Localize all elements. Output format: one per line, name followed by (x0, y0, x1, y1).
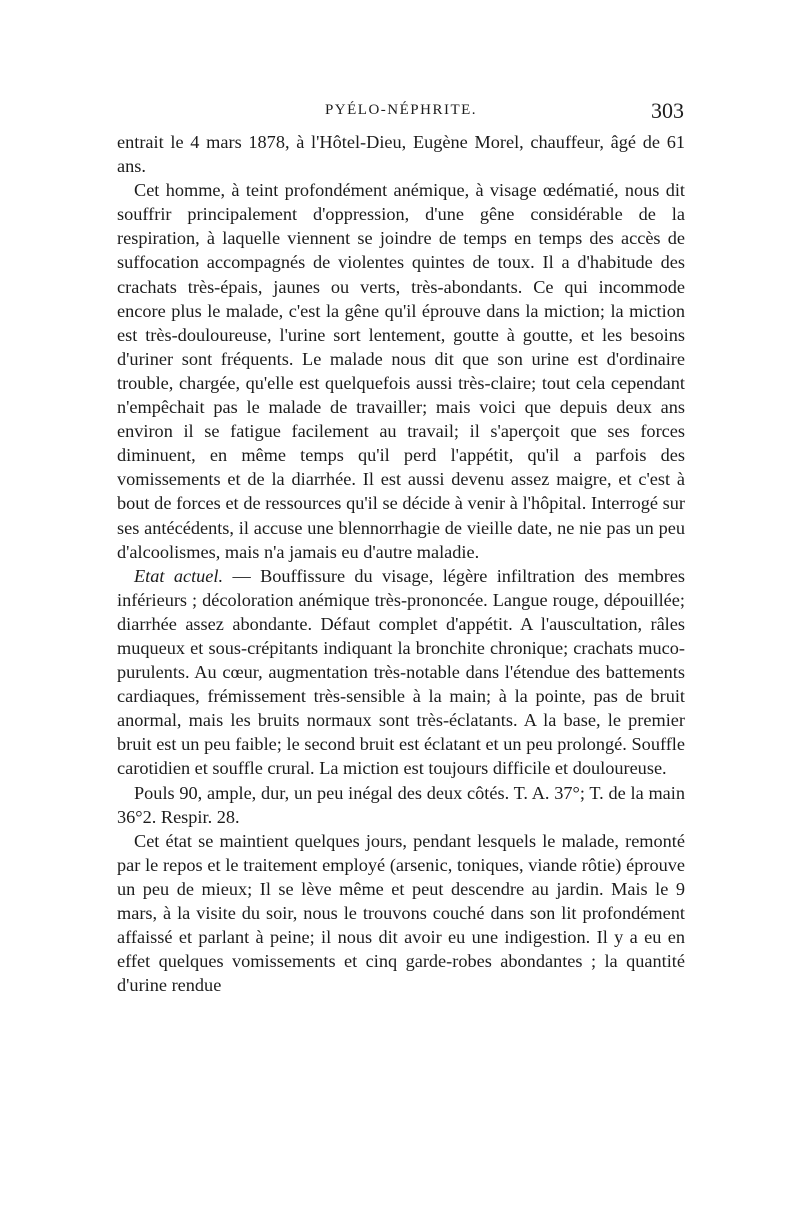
paragraph-current-state (117, 564, 685, 781)
paragraph-admission: entrait le 4 mars 1878, à l'Hôtel-Dieu, Eugène Morel, chauffeur, âgé de 61 ans. (117, 132, 685, 177)
running-title: PYÉLO-NÉPHRITE. (324, 102, 478, 118)
paragraph-progression: Cet état se maintient quelques jours, pendant lesquels le malade, remonté par le repos et le traitement employé (arsenic, toniques, viande rôtie) éprouve un peu de mieux; Il se lève même et peut descendre au jardin. Mais le 9 mars, à la visite du soir, nous le trouvons couché dans son lit profondément affaissé et parlant à peine; il nous dit avoir eu une indigestion. Il y a eu en effet quelques vomissements et cinq garde-robes abondantes ; la quantité d'urine rendue (117, 830, 685, 996)
paragraph-history: Cet homme, à teint profondément anémique, à visage œdématié, nous dit souffrir principalement d'oppression, d'une gêne considérable de la respiration, à laquelle viennent se joindre de temps en temps des accès de suffocation accompagnés de violentes quintes de toux. Il a d'habitude des crachats très-épais, jaunes ou verts, très-abondants. Ce qui incommode encore plus le malade, c'est la gêne qu'il éprouve dans la miction; la miction est très-douloureuse, l'urine sort lentement, goutte à goutte, et les besoins d'uriner sont fréquents. Le malade nous dit que son urine est d'ordinaire trouble, chargée, qu'elle est quelquefois aussi très-claire; tout cela cependant n'empêchait pas le malade de travailler; mais voici que depuis deux ans environ il se fatigue facilement au travail; il s'aperçoit que ses forces diminuent, en même temps qu'il perd l'appétit, qu'il a parfois des vomissements et de la diarrhée. Il est aussi devenu assez maigre, et c'est à bout de forces et de ressources qu'il se décide à venir à l'hôpital. Interrogé sur ses antécédents, il accuse une blennorrhagie de vieille date, ne nie pas un peu d'alcoolismes, mais n'a jamais eu d'autre maladie. (117, 180, 685, 562)
section-lead-etat-actuel: Etat actuel. (134, 565, 224, 586)
paragraph-current-state-text: — Bouffissure du visage, légère infiltration des membres inférieurs ; décoloration anémique très-prononcée. Langue rouge, dépouillée; diarrhée assez abondante. Défaut complet d'appétit. A l'auscultation, râles muqueux et sous-crépitants indiquant la bronchite chronique; crachats muco-purulents. Au cœur, augmentation très-notable dans l'étendue des battements cardiaques, frémissement très-sensible à la main; à la pointe, pas de bruit anormal, mais les bruits normaux sont très-éclatants. A la base, le premier bruit est un peu faible; le second bruit est éclatant et un peu prolongé. Souffle carotidien et souffle crural. La miction est toujours difficile et douloureuse. (117, 565, 685, 779)
body-text (117, 130, 685, 997)
page-number: 303 (651, 98, 684, 123)
running-head (118, 98, 684, 124)
paragraph-vitals: Pouls 90, ample, dur, un peu inégal des deux côtés. T. A. 37°; T. de la main 36°2. Respir. 28. (117, 782, 685, 827)
